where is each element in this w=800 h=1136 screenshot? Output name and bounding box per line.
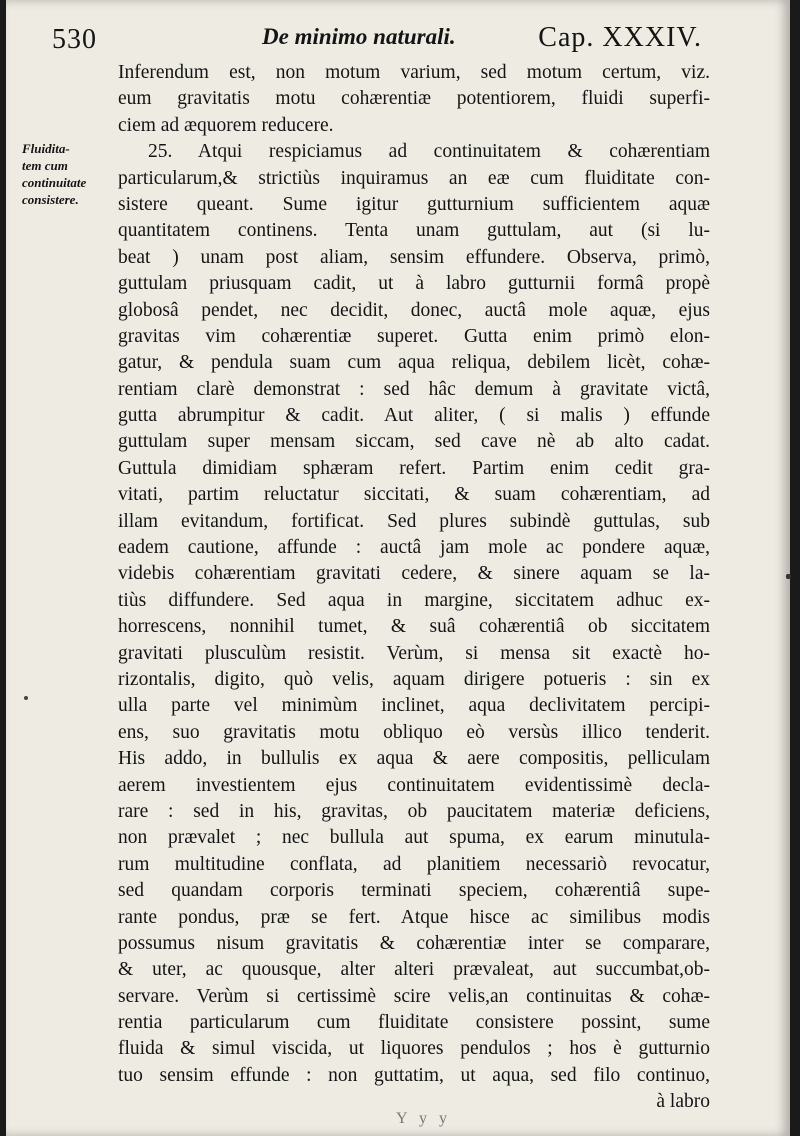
text-line: horrescens, nonnihil tumet, & suâ cohærentiâ ob siccitatem bbox=[118, 616, 710, 638]
ink-speck bbox=[786, 574, 791, 579]
text-line: particularum,& strictiùs inquiramus an eæ cum fluiditate con- bbox=[118, 167, 710, 189]
ink-speck bbox=[24, 696, 28, 700]
text-line: Inferendum est, non motum varium, sed motum certum, viz. bbox=[118, 62, 710, 83]
marginal-note-line: continuitate bbox=[22, 175, 87, 190]
text-line: possumus nisum gravitatis & cohærentiæ inter se comparare, bbox=[118, 932, 710, 954]
text-line: rum multitudine conflata, ad planitiem necessariò revocatur, bbox=[118, 853, 710, 875]
marginal-note-line: consistere. bbox=[22, 192, 79, 207]
body-text bbox=[118, 60, 710, 1116]
text-line: gravitas vim cohærentiæ superet. Gutta enim primò elon- bbox=[118, 325, 710, 347]
text-line: tiùs diffundere. Sed aqua in margine, siccitatem adhuc ex- bbox=[118, 589, 710, 611]
marginal-note-line: Fluidita- bbox=[22, 141, 70, 156]
text-line: globosâ pendet, nec decidit, donec, auctâ mole aquæ, ejus bbox=[118, 299, 710, 321]
text-line: quantitatem continens. Tenta unam guttulam, aut (si lu- bbox=[118, 220, 710, 242]
marginal-note-line: tem cum bbox=[22, 158, 68, 173]
text-line: rizontalis, digito, quò velis, aquam dirigere potueris : sin ex bbox=[118, 668, 710, 690]
text-line: beat ) unam post aliam, sensim effundere. Observa, primò, bbox=[118, 246, 710, 268]
text-line: His addo, in bullulis ex aqua & aere compositis, pelliculam bbox=[118, 748, 710, 770]
text-line: ulla parte vel minimùm inclinet, aqua declivitatem percipi- bbox=[118, 695, 710, 717]
text-line: tuo sensim effunde : non guttatim, ut aqua, sed filo continuo, bbox=[118, 1064, 710, 1086]
text-line: non prævalet ; nec bullula aut spuma, ex earum minutula- bbox=[118, 827, 710, 849]
marginal-note bbox=[22, 140, 122, 208]
catchword: à labro bbox=[656, 1091, 710, 1113]
text-line: rentiam clarè demonstrat : sed hâc demum à gravitate victâ, bbox=[118, 378, 710, 400]
page-number: 530 bbox=[52, 24, 97, 55]
text-line: ciem ad æquorem reducere. bbox=[118, 114, 334, 136]
text-line: rante pondus, præ se fert. Atque hisce ac similibus modis bbox=[118, 906, 710, 928]
text-line: 25. Atqui respiciamus ad continuitatem & cohærentiam bbox=[148, 141, 710, 163]
text-line: rentia particularum cum fluiditate consistere possint, sume bbox=[118, 1012, 710, 1034]
text-line: videbis cohærentiam gravitati cedere, & sinere aquam se la- bbox=[118, 563, 710, 585]
text-line: & uter, ac quousque, alter alteri prævaleat, aut succumbat,ob- bbox=[118, 959, 710, 981]
text-line: Guttula dimidiam sphæram refert. Partim enim cedit gra- bbox=[118, 457, 710, 479]
text-line: vitati, partim reluctatur siccitati, & suam cohærentiam, ad bbox=[118, 484, 710, 506]
text-line: guttulam priusquam cadit, ut à labro gutturnii formâ propè bbox=[118, 273, 710, 295]
text-line: ens, suo gravitatis motu obliquo eò versùs illico tenderit. bbox=[118, 721, 710, 743]
text-line: guttulam super mensam siccam, sed cave nè ab alto cadat. bbox=[118, 431, 710, 453]
text-line: aerem investientem ejus continuitatem evidentissimè decla- bbox=[118, 774, 710, 796]
text-line: eum gravitatis motu cohærentiæ potentiorem, fluidi superfi- bbox=[118, 88, 710, 110]
text-line: illam evitandum, fortificat. Sed plures subindè guttulas, sub bbox=[118, 510, 710, 532]
page-header bbox=[52, 18, 702, 58]
text-line: gravitati plusculùm resistit. Verùm, si mensa sit exactè ho- bbox=[118, 642, 710, 664]
signature-mark: Y y y bbox=[396, 1110, 451, 1127]
text-line: gutta abrumpitur & cadit. Aut aliter, ( si malis ) effunde bbox=[118, 405, 710, 427]
text-line: fluida & simul viscida, ut liquores pendulos ; hos è gutturnio bbox=[118, 1038, 710, 1060]
text-line: servare. Verùm si certissimè scire velis,an continuitas & cohæ- bbox=[118, 985, 710, 1007]
chapter-heading: Cap. XXXIV. bbox=[538, 22, 702, 53]
book-page bbox=[6, 0, 790, 1136]
text-line: sistere queant. Sume igitur gutturnium sufficientem aquæ bbox=[118, 193, 710, 215]
text-line: gatur, & pendula suam cum aqua reliqua, debilem licèt, cohæ- bbox=[118, 352, 710, 374]
text-line: rare : sed in his, gravitas, ob paucitatem materiæ deficiens, bbox=[118, 800, 710, 822]
running-title: De minimo naturali. bbox=[262, 24, 456, 49]
text-line: sed quandam corporis terminati speciem, cohærentiâ supe- bbox=[118, 880, 710, 902]
text-line: eadem cautione, affunde : auctâ jam mole ac pondere aquæ, bbox=[118, 537, 710, 559]
